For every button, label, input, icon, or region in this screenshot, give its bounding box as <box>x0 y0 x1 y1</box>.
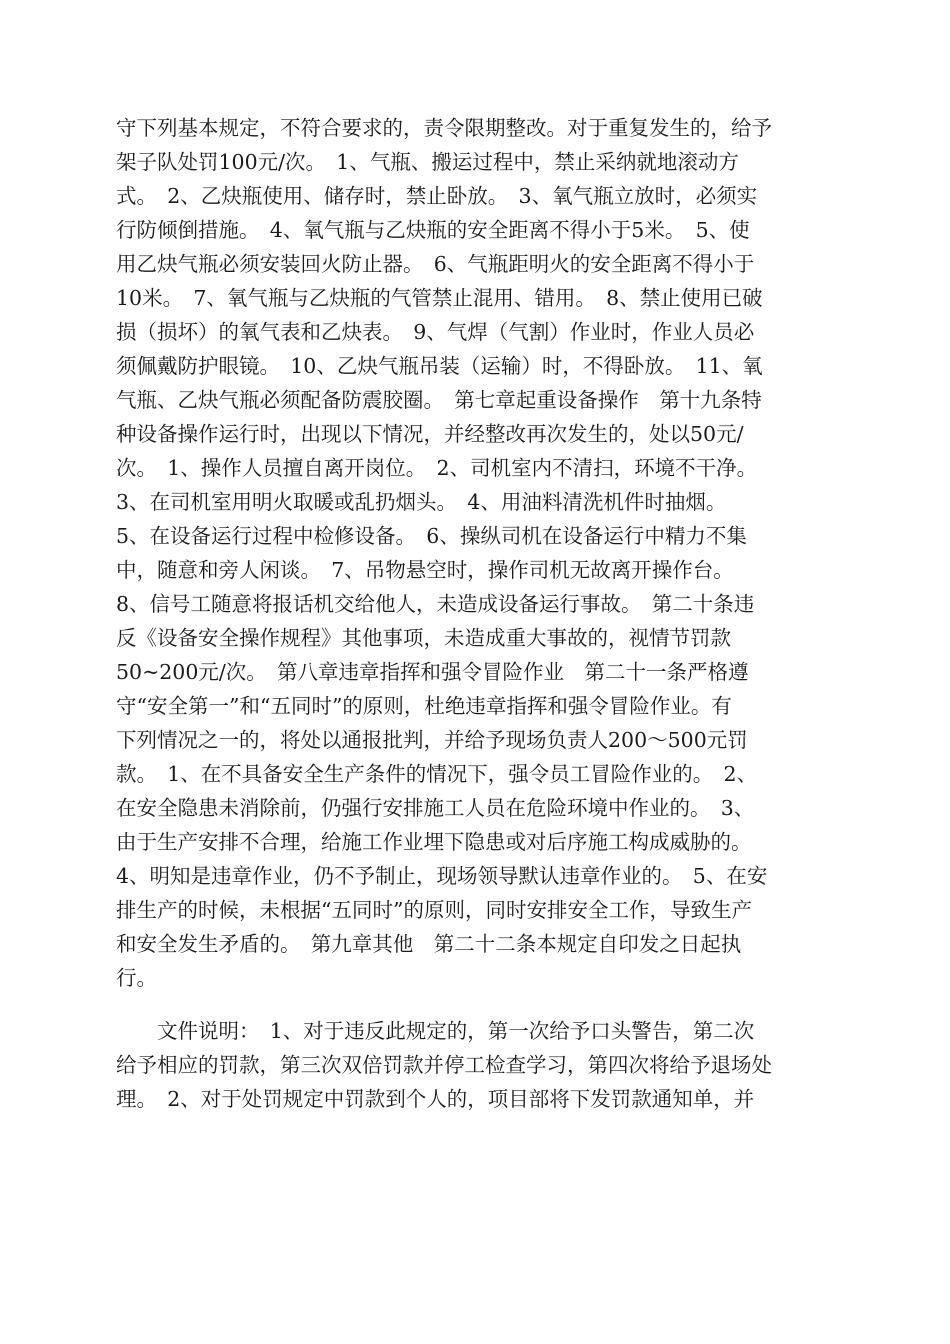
body-line-16: 反《设备安全操作规程》其他事项，未造成重大事故的，视情节罚款 <box>116 626 731 650</box>
body-line-26: 行。 <box>116 966 157 990</box>
body-line-24: 排生产的时候，未根据“五同时”的原则，同时安排安全工作，导致生产 <box>116 898 752 922</box>
body-line-1: 守下列基本规定，不符合要求的，责令限期整改。对于重复发生的，给予 <box>116 116 772 140</box>
body-line-12: 3、在司机室用明火取暖或乱扔烟头。 4、用油料清洗机件时抽烟。 <box>116 490 727 514</box>
body-line-20: 款。 1、在不具备安全生产条件的情况下，强令员工冒险作业的。 2、 <box>116 762 758 786</box>
body-line-3: 式。 2、乙炔瓶使用、储存时，禁止卧放。 3、氧气瓶立放时，必须实 <box>116 184 758 208</box>
body-line-19: 下列情况之一的，将处以通报批判，并给予现场负责人200～500元罚 <box>116 728 748 752</box>
note-line-3: 理。 2、对于处罚规定中罚款到个人的，项目部将下发罚款通知单，并 <box>116 1087 755 1111</box>
note-line-2: 给予相应的罚款，第三次双倍罚款并停工检查学习，第四次将给予退场处 <box>116 1053 772 1077</box>
body-line-9: 气瓶、乙炔气瓶必须配备防震胶圈。 第七章起重设备操作 第十九条特 <box>116 388 762 412</box>
body-line-11: 次。 1、操作人员擅自离开岗位。 2、司机室内不清扫，环境不干净。 <box>116 456 758 480</box>
body-line-14: 中，随意和旁人闲谈。 7、吊物悬空时，操作司机无故离开操作台。 <box>116 558 734 582</box>
body-line-17: 50~200元/次。 第八章违章指挥和强令冒险作业 第二十一条严格遵 <box>116 660 749 684</box>
body-line-21: 在安全隐患未消除前，仍强行安排施工人员在危险环境中作业的。 3、 <box>116 796 755 820</box>
body-line-23: 4、明知是违章作业，仍不予制止，现场领导默认违章作业的。 5、在安 <box>116 864 768 888</box>
body-line-25: 和安全发生矛盾的。 第九章其他 第二十二条本规定自印发之日起执 <box>116 932 742 956</box>
note-line-1: 文件说明： 1、对于违反此规定的，第一次给予口头警告，第二次 <box>116 1019 755 1043</box>
body-line-22: 由于生产安排不合理，给施工作业埋下隐患或对后序施工构成威胁的。 <box>116 830 752 854</box>
body-line-15: 8、信号工随意将报话机交给他人，未造成设备运行事故。 第二十条违 <box>116 592 755 616</box>
body-line-13: 5、在设备运行过程中检修设备。 6、操纵司机在设备运行中精力不集 <box>116 524 747 548</box>
body-line-10: 种设备操作运行时，出现以下情况，并经整改再次发生的，处以50元/ <box>116 422 744 446</box>
body-line-6: 10米。 7、氧气瓶与乙炔瓶的气管禁止混用、错用。 8、禁止使用已破 <box>116 286 763 310</box>
body-line-4: 行防倾倒措施。 4、氧气瓶与乙炔瓶的安全距离不得小于5米。 5、使 <box>116 218 750 242</box>
body-line-7: 损（损坏）的氧气表和乙炔表。 9、气焊（气割）作业时，作业人员必 <box>116 320 755 344</box>
body-line-18: 守“安全第一”和“五同时”的原则，杜绝违章指挥和强令冒险作业。有 <box>116 694 732 718</box>
body-line-5: 用乙炔气瓶必须安装回火防止器。 6、气瓶距明火的安全距离不得小于 <box>116 252 755 276</box>
body-line-2: 架子队处罚100元/次。 1、气瓶、搬运过程中，禁止采纳就地滚动方 <box>116 150 739 174</box>
body-line-8: 须佩戴防护眼镜。 10、乙炔气瓶吊装（运输）时，不得卧放。 11、氧 <box>116 354 763 378</box>
